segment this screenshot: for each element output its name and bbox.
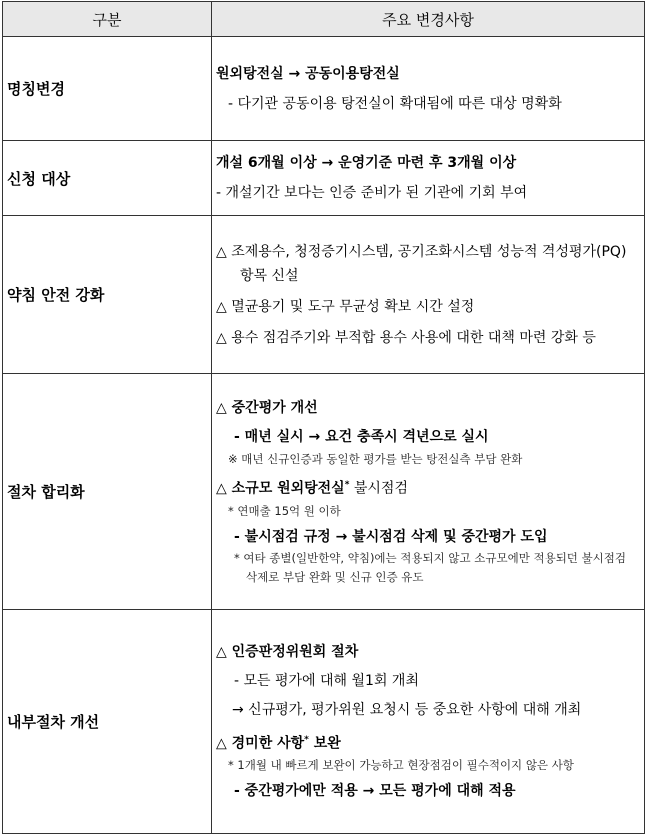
row-category: 내부절차 개선 [3,610,212,834]
header-changes: 주요 변경사항 [212,2,645,37]
change-summary: 원외탕전실 → 공동이용탕전실 [216,65,400,82]
table-header-row [3,2,645,37]
change-note: ※ 매년 신규인증과 동일한 평가를 받는 탕전실측 부담 완화 [228,452,523,467]
change-heading [216,473,638,501]
row-category: 절차 합리화 [3,374,212,610]
change-detail: - 개설기간 보다는 인증 준비가 된 기관에 기회 부여 [216,185,528,201]
change-detail: - 모든 평가에 대해 월1회 개최 [234,672,419,689]
header-category: 구분 [3,2,212,37]
change-note: * 연매출 15억 원 이하 [228,503,341,518]
change-detail: - 다기관 공동이용 탕전실이 확대됨에 따른 대상 명확화 [228,95,562,112]
heading-text: △ 경미한 사항 [216,735,305,752]
change-item: △ 조제용수, 청정증기시스템, 공기조화시스템 성능적 격성평가(PQ) 항목 신설 [216,243,627,284]
row-category: 신청 대상 [3,141,212,216]
row-content [212,37,645,141]
change-summary: 개설 6개월 이상 → 운영기준 마련 후 3개월 이상 [216,155,517,171]
table-row [3,141,645,216]
footnote-mark: * [344,480,350,491]
heading-text: △ 소규모 원외탕전실 [216,480,345,497]
change-note: * 1개월 내 빠르게 보완이 가능하고 현장점검이 필수적이지 않은 사항 [228,758,574,773]
row-content [212,216,645,374]
row-category: 명칭변경 [3,37,212,141]
table-row [3,37,645,141]
change-detail: - 불시점검 규정 → 불시점검 삭제 및 중간평가 도입 [234,528,548,545]
change-heading: △ 인증판정위원회 절차 [216,643,359,660]
change-item: △ 멸균용기 및 도구 무균성 확보 시간 설정 [216,298,475,315]
change-detail: → 신규평가, 평가위원 요청시 등 중요한 사항에 대해 개최 [232,701,582,718]
table-row [3,216,645,374]
change-heading: △ 중간평가 개선 [216,400,318,417]
changes-table [2,1,645,834]
row-content [212,374,645,610]
change-item: △ 용수 점검주기와 부적합 용수 사용에 대한 대책 마련 강화 등 [216,329,596,346]
heading-suffix: 보완 [308,735,341,752]
row-content [212,141,645,216]
row-content [212,610,645,834]
table-row [3,610,645,834]
heading-suffix: 불시점검 [349,480,408,497]
change-heading [216,728,638,756]
change-detail: - 매년 실시 → 요건 충족시 격년으로 실시 [234,429,489,446]
table-row [3,374,645,610]
footnote-mark: * [304,734,309,745]
row-category: 약침 안전 강화 [3,216,212,374]
change-detail: - 중간평가에만 적용 → 모든 평가에 대해 적용 [234,783,516,800]
change-note: * 여타 종별(일반한약, 약침)에는 적용되지 않고 소규모에만 적용되던 불시점검 삭제로 부담 완화 및 신규 인증 유도 [234,550,626,584]
